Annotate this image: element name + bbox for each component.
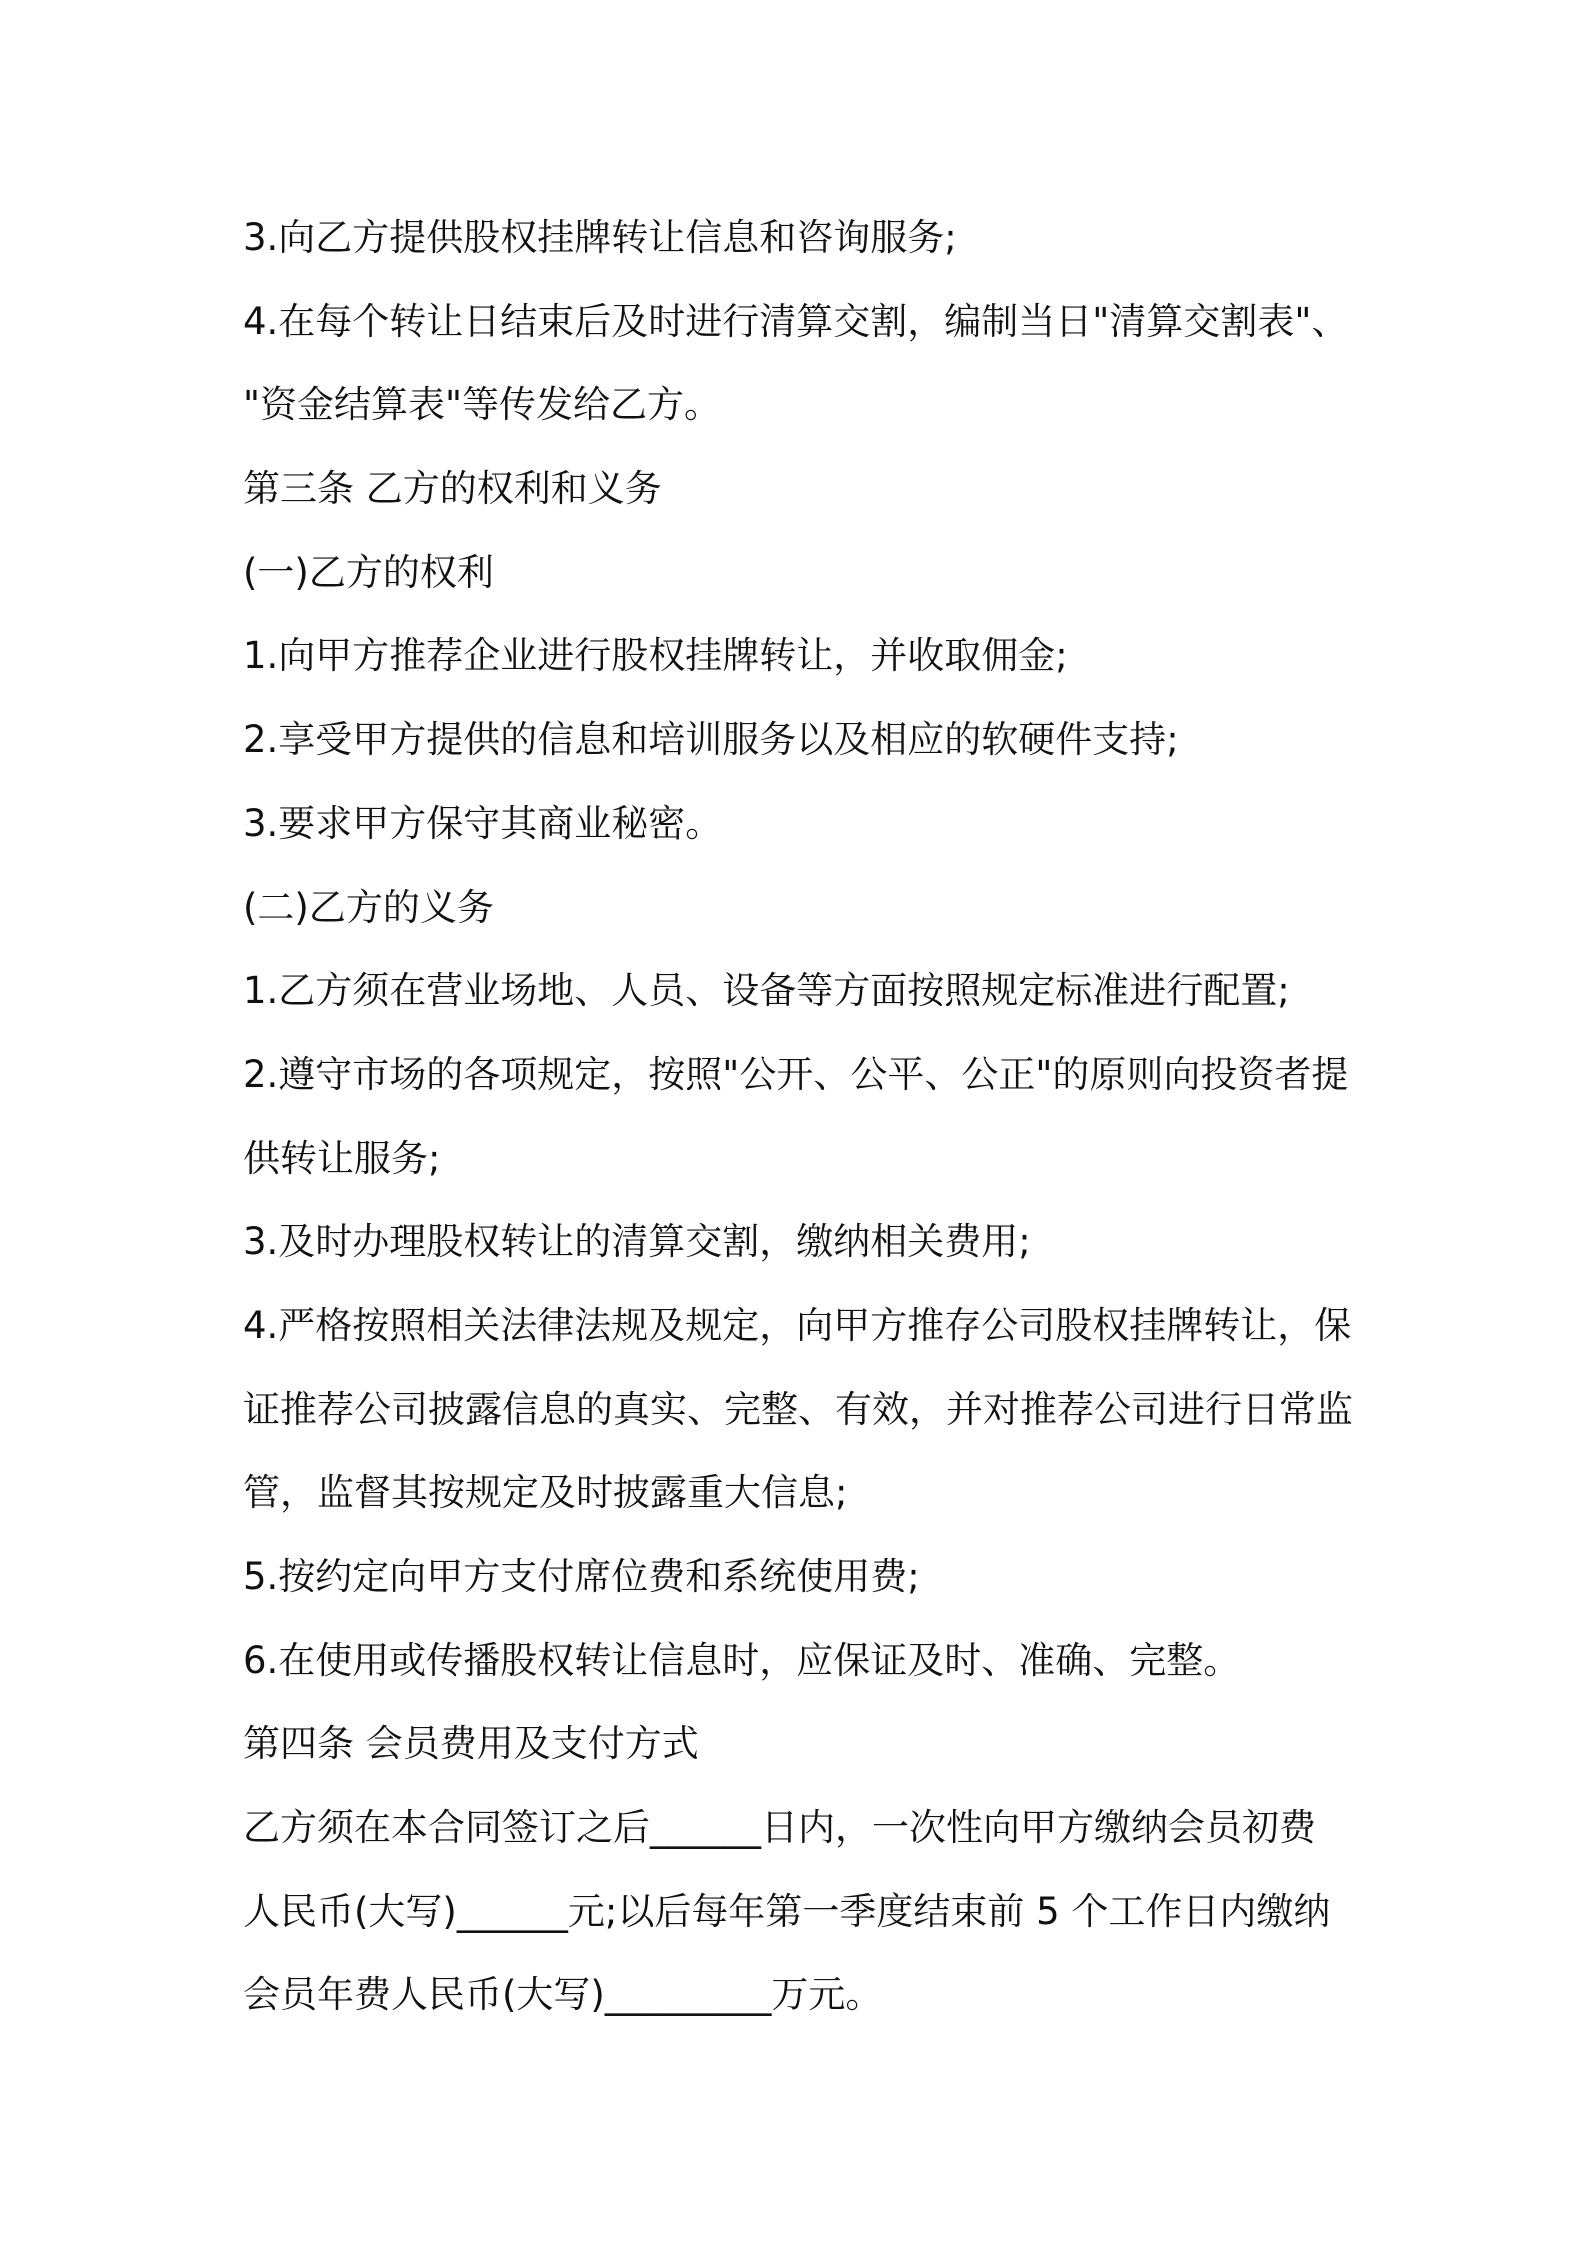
obligations-item-2: 2.遵守市场的各项规定，按照"公开、公平、公正"的原则向投资者提 [243, 1052, 1349, 1096]
obligations-item-2-cont: 供转让服务; [243, 1136, 441, 1180]
obligations-item-4-cont: 证推荐公司披露信息的真实、完整、有效，并对推荐公司进行日常监 [243, 1387, 1353, 1431]
document-body [243, 196, 1363, 2037]
clause-item-3-info-service: 3.向乙方提供股权挂牌转让信息和咨询服务; [243, 216, 957, 259]
obligations-item-4-cont2: 管，监督其按规定及时披露重大信息; [243, 1471, 848, 1515]
clause-item-4-settlement: 4.在每个转让日结束后及时进行清算交割，编制当日"清算交割表"、 [243, 299, 1349, 343]
section-obligations-heading: (二)乙方的义务 [243, 885, 494, 929]
section-rights-heading: (一)乙方的权利 [243, 550, 494, 594]
fees-paragraph-cont: 人民币(大写)______元;以后每年第一季度结束前 5 个工作日内缴纳 [243, 1889, 1331, 1933]
clause-item-4-settlement-cont: "资金结算表"等传发给乙方。 [243, 383, 722, 427]
obligations-item-4: 4.严格按照相关法律法规及规定，向甲方推存公司股权挂牌转让，保 [243, 1303, 1352, 1347]
rights-item-1: 1.向甲方推荐企业进行股权挂牌转让，并收取佣金; [243, 634, 1068, 678]
obligations-item-6: 6.在使用或传播股权转让信息时，应保证及时、准确、完整。 [243, 1638, 1241, 1682]
article-4-heading: 第四条 会员费用及支付方式 [243, 1722, 699, 1766]
obligations-item-1: 1.乙方须在营业场地、人员、设备等方面按照规定标准进行配置; [243, 969, 1290, 1013]
article-3-heading: 第三条 乙方的权利和义务 [243, 467, 662, 511]
rights-item-3: 3.要求甲方保守其商业秘密。 [243, 801, 723, 845]
rights-item-2: 2.享受甲方提供的信息和培训服务以及相应的软硬件支持; [243, 718, 1179, 762]
fees-paragraph: 乙方须在本合同签订之后______日内，一次性向甲方缴纳会员初费 [243, 1806, 1316, 1850]
fees-paragraph-cont2: 会员年费人民币(大写)_________万元。 [243, 1973, 883, 2017]
obligations-item-3: 3.及时办理股权转让的清算交割，缴纳相关费用; [243, 1220, 1031, 1264]
obligations-item-5: 5.按约定向甲方支付席位费和系统使用费; [243, 1555, 920, 1598]
